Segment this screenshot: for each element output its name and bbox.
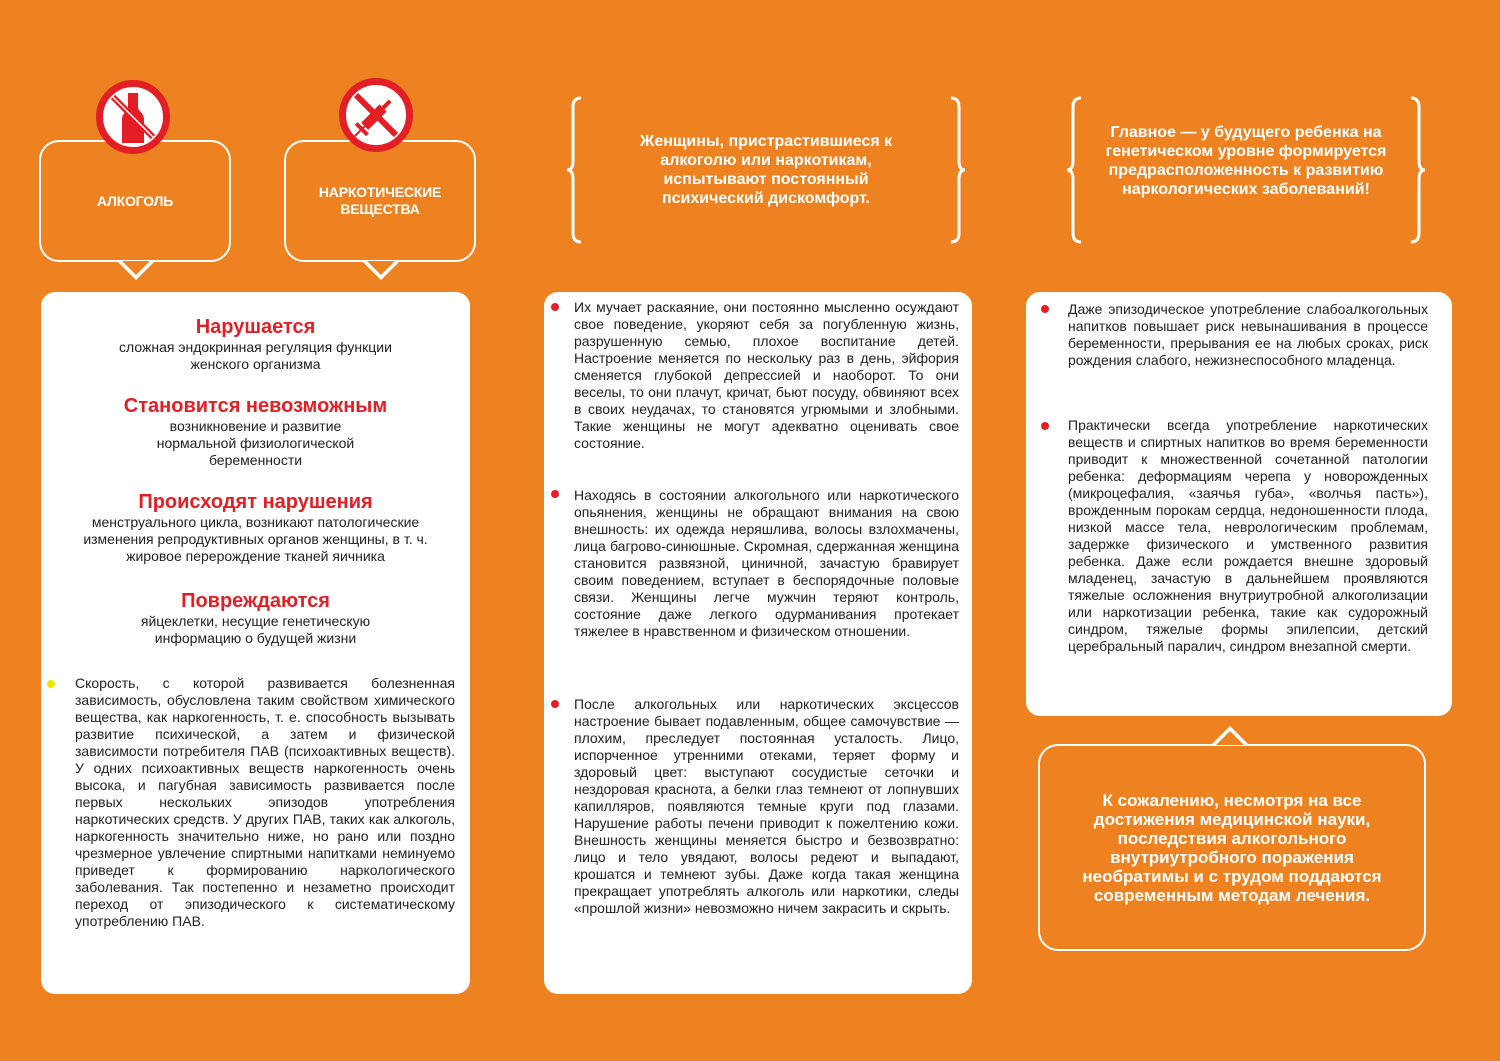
- bullet-yellow: [47, 680, 55, 688]
- narcotics-box: [284, 140, 476, 262]
- middle-paragraph-2: Находясь в состоянии алкогольного или наркотического опьянения, женщины не обращают внимания на свою внешность: их одежда неряшлива, волосы взлохмачены, лица багрово-синюшные. Скромная, сдержанная женщина становится развязной, циничной, зачастую бравирует своим поведением, вступает в беспорядочные половые связи. Женщины легче мужчин теряют контроль, состояние даже легкого одурманивания протекает тяжелее в нравственном и физическом отношении.: [574, 487, 959, 639]
- genetic-quote-text: Главное — у будущего ребенка на генетическом уровне формируется предрасположенность к развитию наркологических заболеваний!: [1105, 124, 1387, 198]
- right-paragraph-1: Даже эпизодическое употребление слабоалкогольных напитков повышает риск невынашивания в процессе беременности, прерывания ее на любых сроках, риск рождения слабого, нежизнеспособного младенца.: [1068, 301, 1428, 368]
- alcohol-box: [39, 140, 231, 262]
- no-alcohol-icon: [96, 80, 170, 154]
- effect-heading: Становится невозможным: [123, 395, 388, 417]
- effect-heading: Повреждаются: [181, 590, 330, 612]
- left-panel: [41, 292, 470, 994]
- effect-block-2: [61, 395, 450, 469]
- effect-text: яйцеклетки, несущие генетическую информацию о будущей жизни: [140, 613, 371, 646]
- no-syringe-icon: [339, 78, 413, 152]
- middle-paragraph-1: Их мучает раскаяние, они постоянно мысленно осуждают свое поведение, укоряют себя за погубленную жизнь, разрушенную семью, плохое воспитание детей. Настроение меняется по нескольку раз в день, эйфория сменяется глубокой депрессией и наоборот. То они веселы, то они плачут, кричат, бьют посуду, обвиняют всех в своих неудачах, то становятся угрюмыми и злобными. Такие женщины не могут адекватно оценивать свое состояние.: [574, 299, 959, 451]
- conclusion-text: К сожалению, несмотря на все достижения медицинской науки, последствия алкогольного внутриутробного поражения необратимы и с трудом поддаются современным методам лечения.: [1082, 790, 1382, 905]
- effect-text: менструального цикла, возникают патологические изменения репродуктивных органов женщины, в т. ч. жировое перерождение тканей яичника: [83, 514, 428, 564]
- effect-block-1: [61, 316, 450, 373]
- bullet-red: [1041, 305, 1049, 313]
- addiction-paragraph: Скорость, с которой развивается болезненная зависимость, обусловлена таким свойством химического вещества, как наркогенность, т. е. способность вызывать развитие психической, а затем и физической зависимости потребителя ПАВ (психоактивных веществ). У одних психоактивных веществ наркогенность очень высока, и пагубная зависимость развивается после первых нескольких эпизодов употребления наркотических средств. У других ПАВ, таких как алкоголь, наркогенность значительно ниже, но рано или поздно чрезмерное увлечение спиртными напитками неминуемо приведет к формированию наркологического заболевания. Так постепенно и незаметно происходит переход от эпизодического к систематическому употреблению ПАВ.: [75, 675, 455, 929]
- alcohol-label: АЛКОГОЛЬ: [96, 193, 174, 209]
- effect-text: сложная эндокринная регуляция функции женского организма: [119, 339, 392, 372]
- conclusion-box: [1038, 744, 1426, 951]
- bullet-red: [551, 303, 559, 311]
- narcotics-label: НАРКОТИЧЕСКИЕ ВЕЩЕСТВА: [318, 184, 442, 217]
- middle-paragraph-3: После алкогольных или наркотических эксцессов настроение бывает подавленным, общее самочувствие — плохим, преследует постоянная усталость. Лицо, испорченное утренними отеками, теряет форму и здоровый цвет: выступают сосудистые сеточки и нездоровая краснота, а белки глаз темнеют от лопнувших капилляров, появляются темные круги под глазами. Нарушение работы печени приводит к пожелтению кожи. Внешность женщины меняется быстро и безвозвратно: лицо и тело увядают, волосы редеют и выпадают, крошатся и темнеют зубы. Даже когда такая женщина прекращает употреблять алкоголь или наркотики, следы «прошлой жизни» невозможно ничем закрасить и скрыть.: [574, 696, 959, 916]
- bullet-red: [551, 700, 559, 708]
- genetic-quote-braces: [1066, 95, 1426, 245]
- right-panel: [1026, 292, 1452, 716]
- women-quote-braces: [566, 95, 966, 245]
- middle-panel: [544, 292, 972, 994]
- right-paragraph-2: Практически всегда употребление наркотических веществ и спиртных напитков во время беременности приводит к множественной сочетанной патологии ребенка: деформациям черепа у новорожденных (микроцефалия, «заячья губа», «волчья пасть»), врожденным порокам сердца, недоношенности плода, низкой массе тела, неврологическим проблемам, задержке физического и умственного развития ребенка. Даже если рождается внешне здоровый младенец, зачастую в дальнейшем проявляются тяжелые осложнения внутриутробной алкоголизации или наркотизации ребенка, такие как судорожный синдром, тяжелые формы эпилепсии, детский церебральный паралич, синдром внезапной смерти.: [1068, 417, 1428, 654]
- bullet-red: [551, 490, 559, 498]
- effect-block-4: [61, 590, 450, 647]
- effect-text: возникновение и развитие нормальной физиологической беременности: [156, 418, 355, 468]
- bullet-red: [1041, 422, 1049, 430]
- effect-block-3: [61, 491, 450, 565]
- effect-heading: Нарушается: [195, 316, 316, 338]
- effect-heading: Происходят нарушения: [138, 491, 373, 513]
- women-quote-text: Женщины, пристрастившиеся к алкоголю или наркотикам, испытывают постоянный психический дискомфорт.: [639, 133, 893, 207]
